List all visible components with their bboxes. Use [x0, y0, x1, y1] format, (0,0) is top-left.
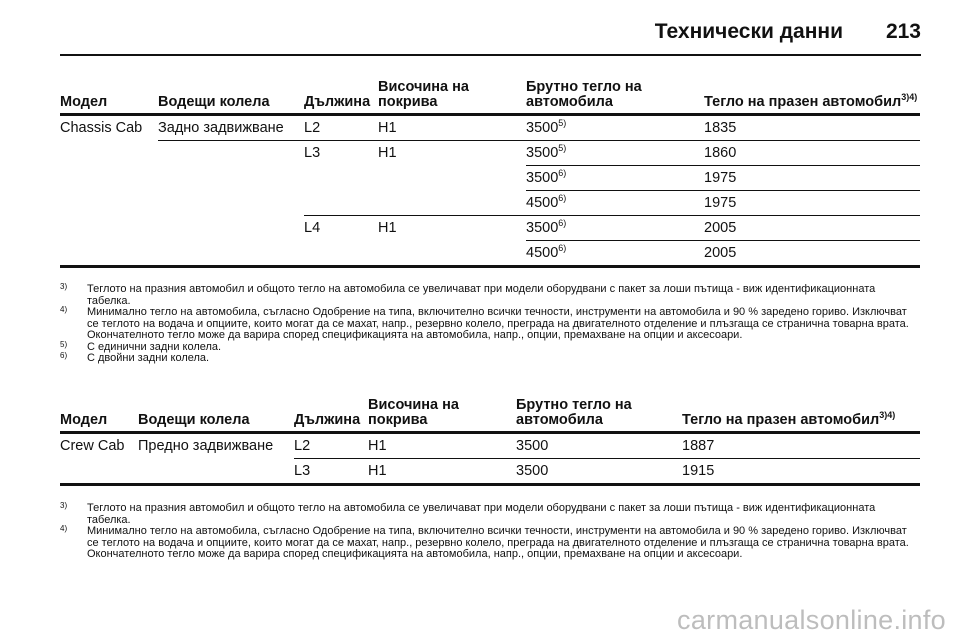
cell-gross: 3500: [516, 458, 682, 484]
table-row: [60, 432, 920, 458]
footnotes-crew-cab: [60, 503, 921, 561]
table-header-row: [60, 394, 920, 432]
col-header-empty: Тегло на празен автомобил$^{3)4)}$: [682, 409, 896, 428]
page-number: 213: [885, 20, 921, 43]
cell-empty: 1860: [704, 140, 920, 165]
col-header-gross: Брутно тегло на автомобила: [526, 78, 642, 110]
col-header-gross: Брутно тегло на автомобила: [516, 396, 632, 428]
cell-empty: 1975: [704, 190, 920, 215]
table-row: [60, 140, 920, 165]
footnote: 6) С двойни задни колела.: [60, 351, 210, 364]
cell-height: H1: [368, 432, 516, 458]
cell-gross: 3500: [516, 432, 682, 458]
footnote: 5) С единични задни колела.: [60, 339, 222, 353]
table-row: [60, 165, 920, 190]
col-header-drive: Водещи колела: [138, 411, 250, 428]
cell-empty: 1975: [704, 165, 920, 190]
footnote: 4) Минимално тегло на автомобила, съгласно Одобрение на типа, включително всички течности, инструменти на автомобила и 90 % заредено гориво. Изключват се теглото на водача и опциите, които могат да се махат, напр., резервно колело, преграда на двигателното отделение и плъзгаща се странична товарна врата. Окончателното тегло може да варира според спецификацията на автомобила, напр., опции, премахване на опции и аксесоари.: [60, 524, 909, 560]
cell-model: Chassis Cab: [60, 119, 143, 136]
table-row: [60, 215, 920, 240]
cell-drive: Предно задвижване: [138, 437, 274, 454]
col-header-length: Дължина: [294, 411, 361, 428]
footnote: 4) Минимално тегло на автомобила, съгласно Одобрение на типа, включително всички течности, инструменти на автомобила и 90 % заредено гориво. Изключват се теглото на водача и опциите, които могат да се махат, напр., резервно колело, преграда на двигателното отделение и плъзгаща се странична товарна врата. Окончателното тегло може да варира според спецификацията на автомобила, напр., опции, премахване на опции и аксесоари.: [60, 305, 909, 341]
cell-length: L3: [304, 144, 321, 161]
cell-height: H1: [378, 144, 397, 161]
cell-drive: [158, 215, 304, 240]
col-header-model: Модел: [60, 411, 108, 428]
cell-empty: 2005: [704, 215, 920, 240]
table-row: [60, 240, 920, 266]
cell-drive: Задно задвижване: [158, 114, 304, 140]
col-header-drive: Водещи колела: [158, 93, 270, 110]
cell-drive: [158, 240, 304, 266]
col-header-model: Модел: [60, 93, 108, 110]
footnote: 3) Теглото на празния автомобил и общото тегло на автомобила се увеличават при модели оборудвани с пакет за лоши пътища - виж идентификационната табелка.: [60, 501, 876, 526]
cell-length: L2: [294, 432, 368, 458]
page-title: Технически данни: [654, 20, 843, 43]
cell-length: [304, 165, 378, 190]
cell-model: [60, 165, 158, 190]
cell-gross: 4500$^{6)}$: [526, 190, 704, 215]
watermark: carmanualsonline.info: [677, 605, 946, 635]
page-header: [60, 14, 921, 56]
cell-model: [60, 190, 158, 215]
cell-height: [378, 240, 526, 266]
cell-gross: 3500$^{6)}$: [526, 165, 704, 190]
cell-model: [60, 140, 158, 165]
col-header-height: Височина на покрива: [368, 396, 459, 428]
spec-table-chassis-cab: [60, 76, 920, 268]
cell-model: [60, 215, 158, 240]
cell-drive: [158, 190, 304, 215]
cell-length: L3: [294, 458, 368, 484]
cell-gross: 3500$^{6)}$: [526, 215, 704, 240]
spec-table-crew-cab: [60, 394, 920, 486]
table-row: [60, 458, 920, 484]
cell-height: H1: [378, 114, 526, 140]
cell-drive: [138, 458, 294, 484]
cell-height: [378, 190, 526, 215]
cell-gross: 3500$^{5)}$: [526, 140, 704, 165]
cell-length: L4: [304, 219, 321, 236]
col-header-height: Височина на покрива: [378, 78, 469, 110]
table-row: [60, 114, 920, 140]
cell-model: Crew Cab: [60, 437, 125, 454]
cell-height: H1: [368, 458, 516, 484]
cell-model: [60, 240, 158, 266]
cell-empty: 1915: [682, 458, 920, 484]
footnote: 3) Теглото на празния автомобил и общото тегло на автомобила се увеличават при модели оборудвани с пакет за лоши пътища - виж идентификационната табелка.: [60, 282, 876, 307]
cell-height: H1: [378, 219, 397, 236]
footnotes-chassis-cab: [60, 284, 921, 365]
cell-length: [304, 190, 378, 215]
table-header-row: [60, 76, 920, 114]
cell-drive: [158, 140, 304, 165]
cell-empty: 1887: [682, 432, 920, 458]
cell-gross: 4500$^{6)}$: [526, 240, 704, 266]
cell-length: L2: [304, 114, 378, 140]
cell-empty: 1835: [704, 114, 920, 140]
cell-empty: 2005: [704, 240, 920, 266]
cell-drive: [158, 165, 304, 190]
cell-height: [378, 165, 526, 190]
col-header-empty: Тегло на празен автомобил$^{3)4)}$: [704, 91, 918, 110]
cell-model: [60, 458, 138, 484]
cell-length: [304, 240, 378, 266]
cell-gross: 3500$^{5)}$: [526, 114, 704, 140]
table-row: [60, 190, 920, 215]
col-header-length: Дължина: [304, 93, 371, 110]
